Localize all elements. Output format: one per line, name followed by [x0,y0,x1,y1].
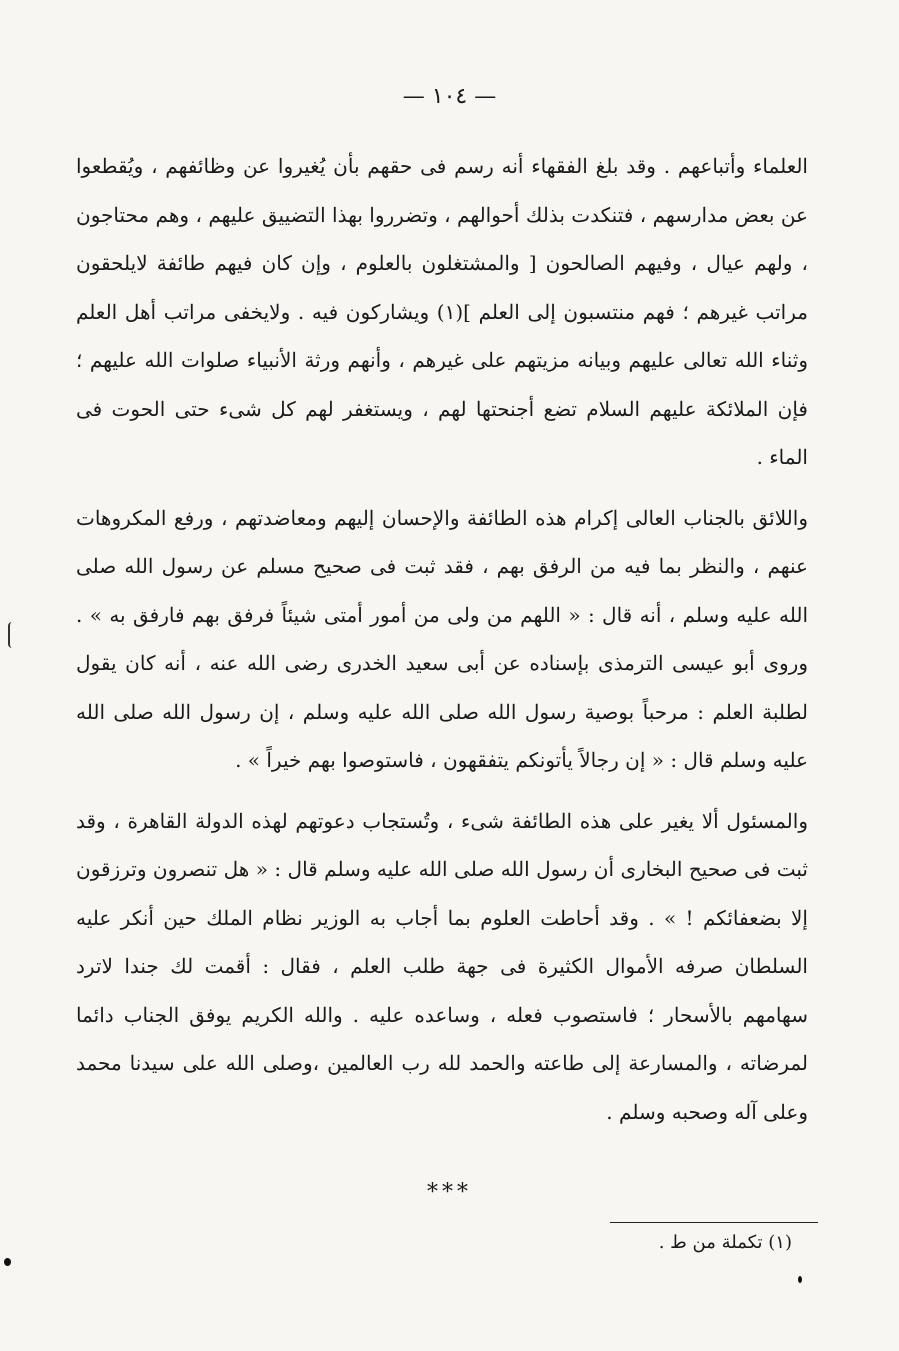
footnote-1: (١) تكملة من ط . [658,1232,792,1253]
paragraph-1: العلماء وأتباعهم . وقد بلغ الفقهاء أنه رسم فى حقهم بأن يُغيروا عن وظائفهم ، ويُقطعوا عن بعض مدارسهم ، فتنكدت بذلك أحوالهم ، وتضرروا بهذا التضييق عليهم ، وهم محتاجون ، ولهم عيال ، وفيهم الصالحون [ والمشتغلون بالعلوم ، وإن كان فيهم طائفة لايلحقون مراتب غيرهم ؛ فهم منتسبون إلى العلم ](١) ويشاركون فيه . ولايخفى مراتب أهل العلم وثناء الله تعالى عليهم وبيانه مزيتهم على غيرهم ، وأنهم ورثة الأنبياء صلوات الله عليهم ؛ فإن الملائكة عليهم السلام تضع أجنحتها لهم ، ويستغفر لهم كل شىء حتى الحوت فى الماء . [76,154,808,469]
scan-speck [8,622,16,648]
page-number: — ١٠٤ — [402,84,497,109]
body-text [76,142,808,1136]
paragraph-3: والمسئول ألا يغير على هذه الطائفة شىء ، وتُستجاب دعوتهم لهذه الدولة القاهرة ، وقد ثبت فى صحيح البخارى أن رسول الله صلى الله عليه وسلم قال : « هل تنصرون وترزقون إلا بضعفائكم ! » . وقد أحاطت العلوم بما أجاب به الوزير نظام الملك حين أنكر عليه السلطان صرفه الأموال الكثيرة فى جهة طلب العلم ، فقال : أقمت لك جندا لاترد سهامهم بالأسحار ؛ فاستصوب فعله ، وساعده عليه . والله الكريم يوفق الجناب دائما لمرضاته ، والمسارعة إلى طاعته والحمد لله رب العالمين ،وصلى الله على سيدنا محمد وعلى آله وصحبه وسلم . [76,808,808,1124]
section-separator: *** [427,1180,472,1205]
paragraph-2: واللائق بالجناب العالى إكرام هذه الطائفة والإحسان إليهم ومعاضدتهم ، ورفع المكروهات عنهم ، والنظر بما فيه من الرفق بهم ، فقد ثبت فى صحيح مسلم عن رسول الله صلى الله عليه وسلم ، أنه قال : « اللهم من ولى من أمور أمتى شيئاً فرفق بهم فارفق به » . وروى أبو عيسى الترمذى بإسناده عن أبى سعيد الخدرى رضى الله عنه ، أنه كان يقول لطلبة العلم : مرحباً بوصية رسول الله صلى الله عليه وسلم ، إن رسول الله صلى الله عليه وسلم قال : « إن رجالاً يأتونكم يتفقهون ، فاستوصوا بهم خيراً » . [76,505,808,772]
scan-speck [4,1258,11,1266]
footnote-divider [610,1222,818,1223]
scan-speck [798,1276,802,1283]
